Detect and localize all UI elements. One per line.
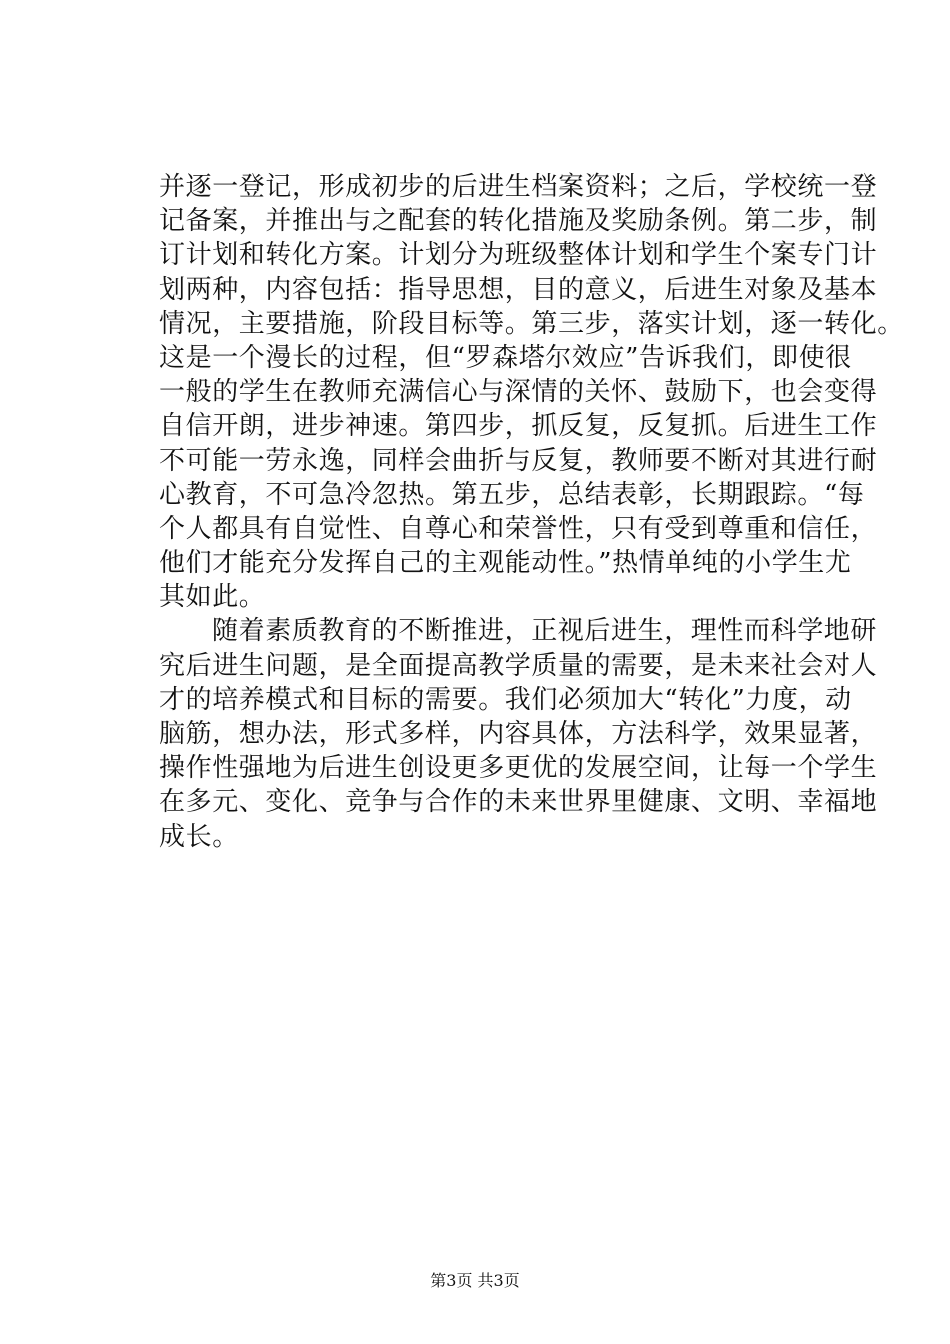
text-line: 成长。 — [159, 821, 239, 852]
text-line: 自信开朗，进步神速。第四步，抓反复，反复抓。后进生工作 — [159, 411, 878, 442]
text-line: 一般的学生在教师充满信心与深情的关怀、鼓励下，也会变得 — [159, 377, 878, 408]
text-line: 操作性强地为后进生创设更多更优的发展空间，让每一个学生 — [159, 753, 878, 784]
page-number-footer: 第3页 共3页 — [430, 1271, 520, 1290]
text-line: 心教育，不可急冷忽热。第五步，总结表彰，长期跟踪。“每 — [159, 479, 865, 510]
text-line: 订计划和转化方案。计划分为班级整体计划和学生个案专门计 — [159, 240, 878, 271]
text-line: 并逐一登记，形成初步的后进生档案资料；之后，学校统一登 — [159, 172, 878, 202]
text-line: 记备案，并推出与之配套的转化措施及奖励条例。第二步，制 — [159, 206, 878, 237]
text-line: 划两种，内容包括：指导思想，目的意义，后进生对象及基本 — [159, 274, 878, 305]
text-line: 情况，主要措施，阶段目标等。第三步，落实计划，逐一转化。 — [159, 308, 904, 339]
text-line: 这是一个漫长的过程，但“罗森塔尔效应”告诉我们，即使很 — [159, 342, 852, 373]
text-line: 在多元、变化、竞争与合作的未来世界里健康、文明、幸福地 — [159, 787, 878, 818]
text-line: 究后进生问题，是全面提高教学质量的需要，是未来社会对人 — [159, 650, 878, 681]
text-line: 才的培养模式和目标的需要。我们必须加大“转化”力度，动 — [159, 684, 852, 715]
paragraph-1 — [159, 170, 904, 614]
text-line: 不可能一劳永逸，同样会曲折与反复，教师要不断对其进行耐 — [159, 445, 878, 476]
text-line: 他们才能充分发挥自己的主观能动性。”热情单纯的小学生尤 — [159, 548, 852, 579]
text-line: 随着素质教育的不断推进，正视后进生，理性而科学地研 — [212, 616, 878, 647]
document-body — [159, 170, 904, 854]
text-line: 脑筋，想办法，形式多样，内容具体，方法科学，效果显著， — [159, 719, 878, 749]
text-line: 个人都具有自觉性、自尊心和荣誉性，只有受到尊重和信任， — [159, 513, 878, 544]
text-line: 其如此。 — [159, 582, 266, 613]
paragraph-2 — [159, 614, 878, 853]
